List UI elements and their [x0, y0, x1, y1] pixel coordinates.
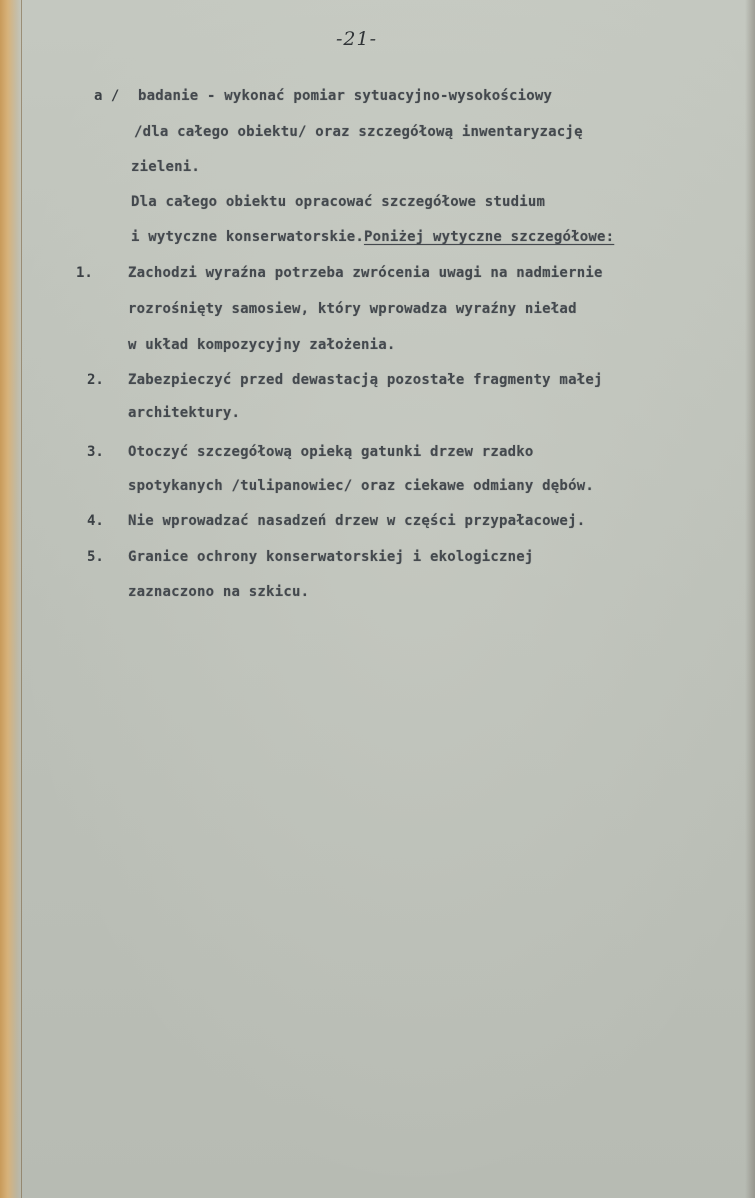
item-line: w układ kompozycyjny założenia. [128, 337, 396, 353]
item-line: zaznaczono na szkicu. [128, 584, 310, 600]
item-line: spotykanych /tulipanowiec/ oraz ciekawe odmiany dębów. [128, 478, 594, 494]
intro-marker: a / [94, 88, 120, 104]
item-number: 4. [87, 513, 104, 529]
item-line: Zabezpieczyć przed dewastacją pozostałe fragmenty małej [128, 372, 603, 388]
item-line: architektury. [128, 405, 241, 421]
intro-line: Dla całego obiektu opracować szczegółowe studium [131, 194, 546, 210]
intro-line: zieleni. [131, 159, 201, 175]
item-line: Otoczyć szczegółową opieką gatunki drzew rzadko [128, 444, 534, 460]
item-number: 3. [87, 444, 104, 460]
intro-line-last [131, 229, 614, 245]
item-line: Nie wprowadzać nasadzeń drzew w części przypałacowej. [128, 513, 586, 529]
item-line: rozrośnięty samosiew, który wprowadza wyraźny nieład [128, 301, 577, 317]
intro-line: /dla całego obiektu/ oraz szczegółową inwentaryzację [134, 124, 583, 140]
paper-fold-line [21, 0, 22, 1198]
item-number: 5. [87, 549, 104, 565]
item-line: Zachodzi wyraźna potrzeba zwrócenia uwagi na nadmiernie [128, 265, 603, 281]
intro-line-start: i wytyczne konserwatorskie. [131, 229, 364, 245]
intro-underlined-heading: Poniżej wytyczne szczegółowe: [363, 229, 615, 245]
page-number: -21- [336, 28, 378, 50]
paper-left-edge [0, 0, 22, 1198]
item-number: 1. [76, 265, 93, 281]
paper-right-edge [745, 0, 755, 1198]
intro-line: badanie - wykonać pomiar sytuacyjno-wysokościowy [138, 88, 553, 104]
item-line: Granice ochrony konserwatorskiej i ekologicznej [128, 549, 534, 565]
item-number: 2. [87, 372, 104, 388]
